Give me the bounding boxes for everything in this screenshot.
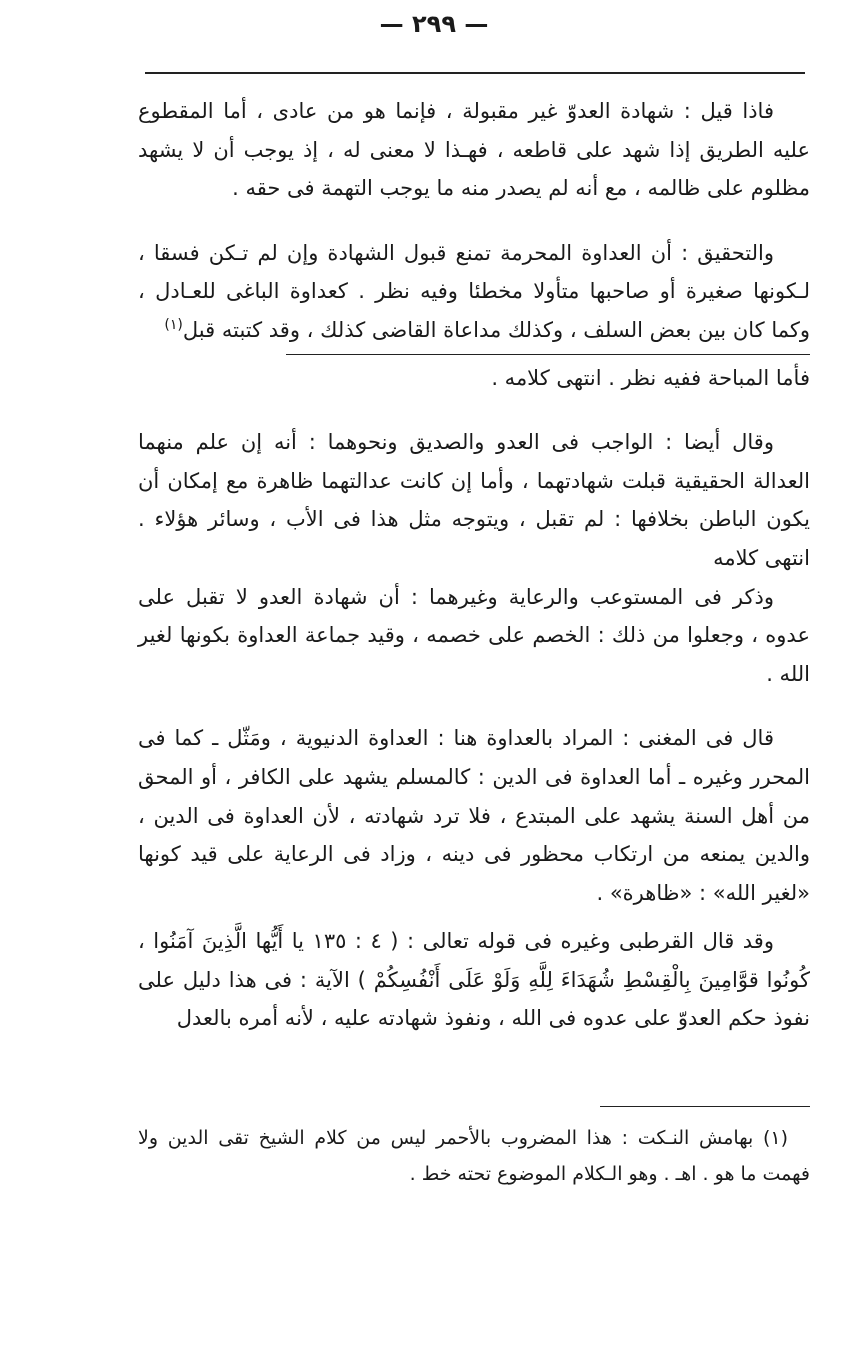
paragraph: قال فى المغنى : المراد بالعداوة هنا : العداوة الدنيوية ، ومَثّل ـ كما فى المحرر وغيره ـ أما العداوة فى الدين : كالمسلم يشهد على الكافر ، أو المحق من أهل السنة يشهد على المبتدع ، فلا ترد شهادته ، لأن العداوة فى الدين ، والدين يمنعه من ارتكاب محظور فى دينه ، وزاد فى الرعاية على قيد كونها «لغير الله» : «ظاهرة» . xyxy=(138,726,810,905)
paragraph-underlined xyxy=(138,234,810,350)
paragraph: وقال أيضا : الواجب فى العدو والصديق ونحوهما : أنه إن علم منهما العدالة الحقيقية قبلت شهادتهما ، وأما إن كانت عدالتهما ظاهرة مع إمكان أن يكون الباطن بخلافها : لم تقبل ، ويتوجه مثل هذا فى الأب ، وسائر هؤلاء . انتهى كلامه xyxy=(138,430,810,570)
underline-rule xyxy=(286,350,810,355)
page-number: — ٢٩٩ — xyxy=(379,10,489,38)
paragraph: فاذا قيل : شهادة العدوّ غير مقبولة ، فإنما هو من عادى ، أما المقطوع عليه الطريق إذا شهد على قاطعه ، فهـذا لا معنى له ، إذ يوجب أن لا يشهد مظلوم على ظالمه ، مع أنه لم يصدر منه ما يوجب التهمة فى حقه . xyxy=(138,99,810,201)
header-rule xyxy=(145,72,805,74)
footnote-rule xyxy=(600,1106,810,1107)
footnote-marker: (١) xyxy=(164,316,183,333)
footnote: (١) بهامش النـكت : هذا المضروب بالأحمر ليس من كلام الشيخ تقى الدين ولا فهمت ما هو . اهـ . وهو الـكلام الموضوع تحته خط . xyxy=(138,1127,810,1185)
body-text xyxy=(138,92,810,1038)
paragraph-text: والتحقيق : أن العداوة المحرمة تمنع قبول الشهادة وإن لم تـكن فسقا ، لـكونها صغيرة أو صاحبها متأولا مخطئا وفيه نظر . كعداوة الباغى للعـادل ، وكما كان بين بعض السلف ، وكذلك مداعاة القاضى كذلك ، وقد كتبته قبل xyxy=(138,240,810,342)
paragraph: وقد قال القرطبى وغيره فى قوله تعالى : ( ٤ : ١٣٥ يا أَيُّها الَّذِينَ آمَنُوا ، كُونُوا قوَّامِينَ بِالْقِسْطِ شُهَدَاءَ لِلَّهِ وَلَوْ عَلَى أَنْفُسِكُمْ ) الآية : فى هذا دليل على نفوذ حكم العدوّ على عدوه فى الله ، ونفوذ شهادته عليه ، لأنه أمره بالعدل xyxy=(138,929,810,1031)
paragraph: فأما المباحة ففيه نظر . انتهى كلامه . xyxy=(491,365,810,390)
footnotes xyxy=(138,1120,810,1192)
paragraph: وذكر فى المستوعب والرعاية وغيرهما : أن شهادة العدو لا تقبل على عدوه ، وجعلوا من ذلك : الخصم على خصمه ، وقيد جماعة العداوة بكونها لغير الله . xyxy=(138,584,810,686)
